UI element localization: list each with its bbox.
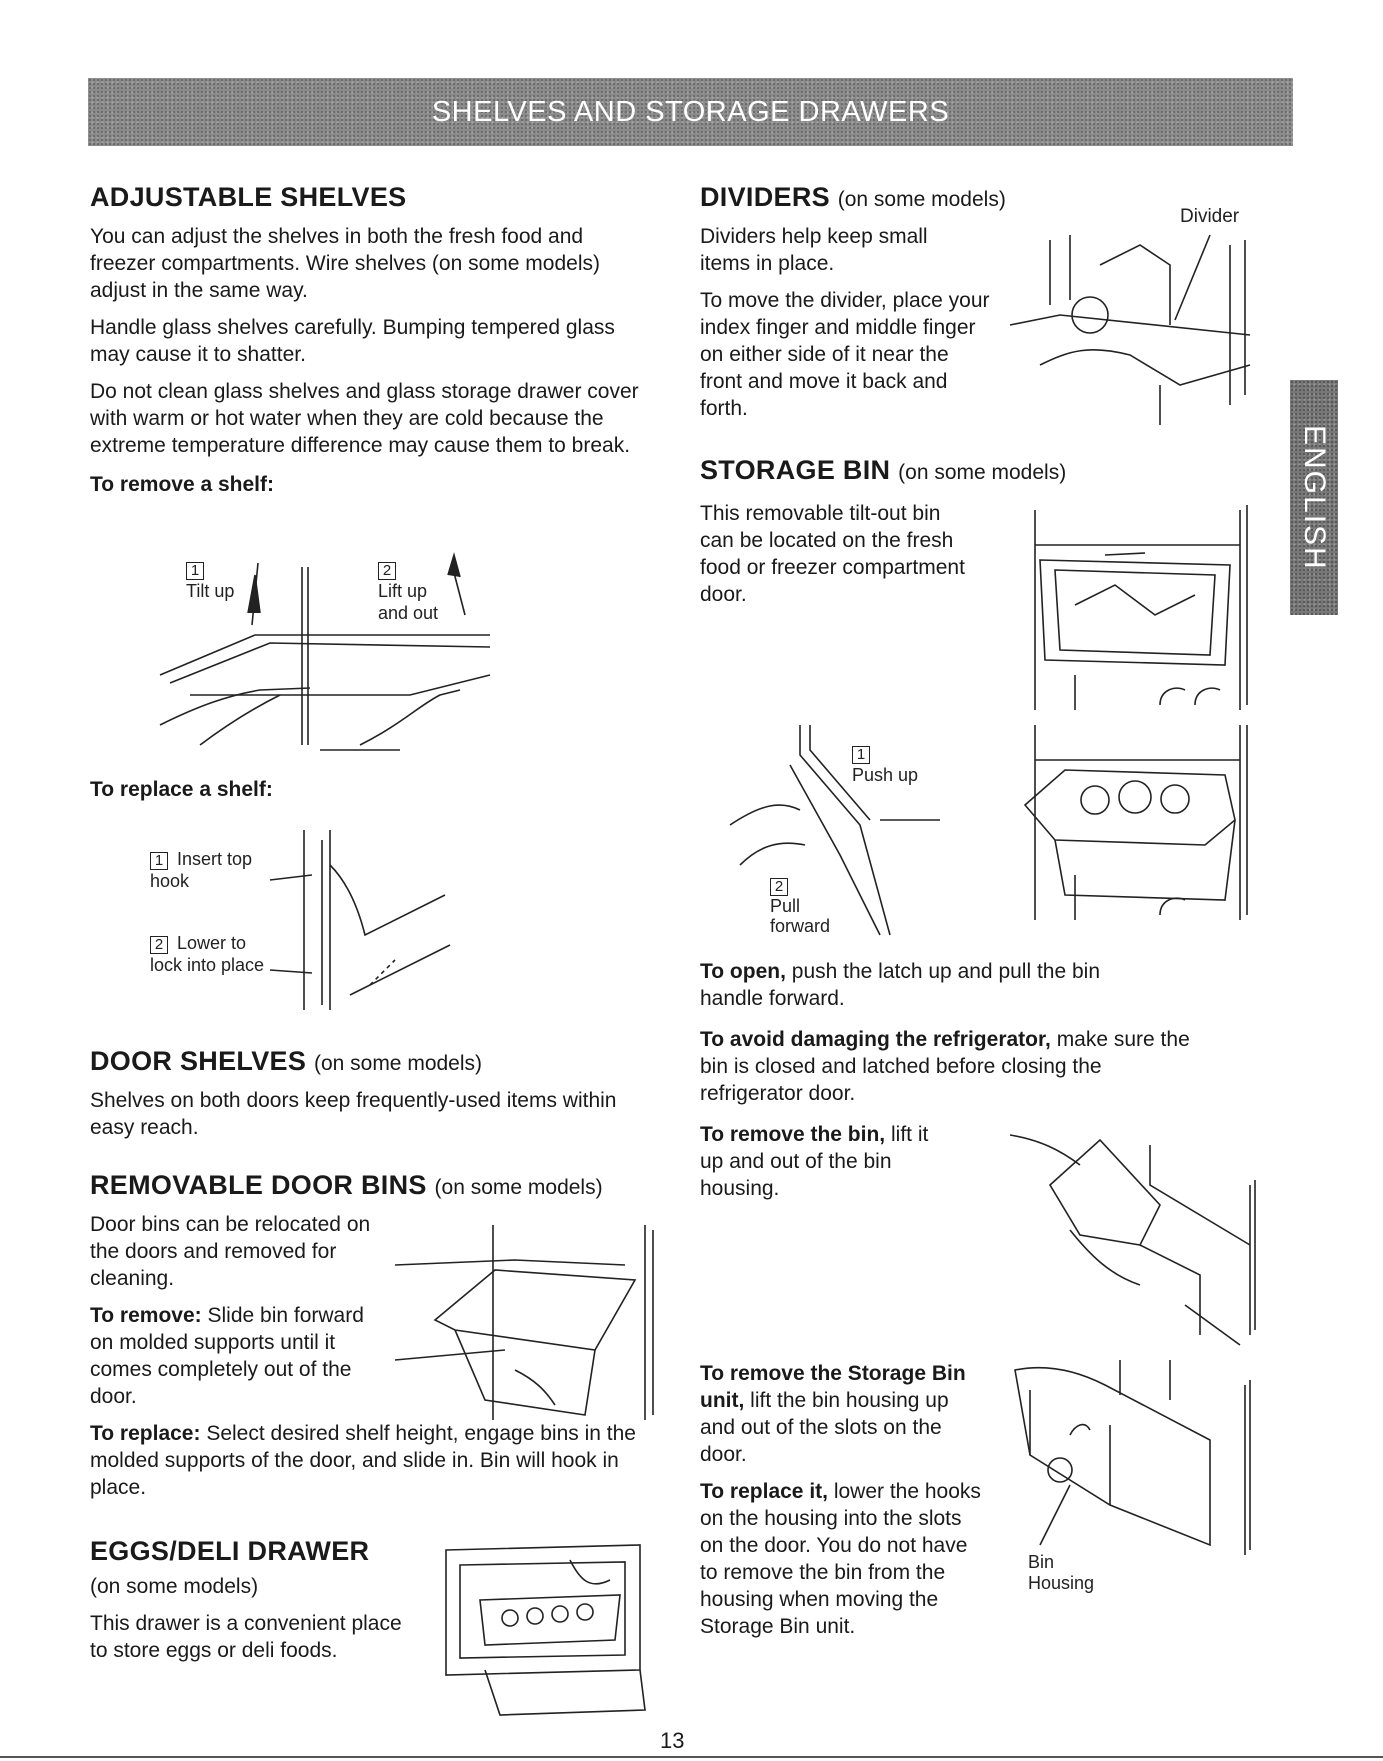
- dividers-illustration: [1010, 225, 1260, 425]
- eggs-deli-section: [90, 1536, 420, 1664]
- removable-door-bins-sub: (on some models): [434, 1176, 603, 1199]
- door-shelves-section: [90, 1046, 650, 1141]
- page-number: 13: [660, 1728, 685, 1753]
- step-number: 1: [186, 562, 204, 580]
- replace-it-label: To replace it,: [700, 1480, 828, 1503]
- eggs-deli-p1: This drawer is a convenient place to store eggs or deli foods.: [90, 1612, 402, 1662]
- open-text: push the latch up and pull the bin handle forward.: [700, 960, 1101, 1010]
- removable-door-bins-p1: Door bins can be relocated on the doors and removed for cleaning.: [90, 1213, 371, 1290]
- replace-shelf-heading: To replace a shelf:: [90, 778, 273, 801]
- dividers-p2: To move the divider, place your index finger and middle finger on either side of it near the front and move it back and forth.: [700, 289, 990, 420]
- storage-bin-open: [700, 958, 1160, 1012]
- dividers-title: DIVIDERS: [700, 182, 830, 212]
- language-tab: [1290, 380, 1338, 615]
- removable-door-bins-remove: [90, 1302, 390, 1410]
- storage-bin-latch-illustration: [730, 725, 950, 945]
- storage-bin-heading: [700, 455, 1260, 486]
- step-number: 2: [378, 562, 396, 580]
- dividers-p1: Dividers help keep small items in place.: [700, 225, 928, 275]
- removable-door-bins-replace: [90, 1420, 650, 1501]
- remove-bin-text: lift it up and out of the bin housing.: [700, 1123, 929, 1200]
- eggs-drawer-illustration: [440, 1540, 660, 1720]
- remove-step-1-label: Tilt up: [186, 581, 235, 601]
- replace-step-1: [150, 848, 270, 892]
- unit-label: To remove the Storage Bin unit,: [700, 1362, 966, 1412]
- storage-bin-sub: (on some models): [898, 461, 1067, 484]
- storage-bin-closed-illustration: [1025, 505, 1255, 715]
- step-number: 2: [150, 936, 168, 954]
- adjustable-shelves-p1: You can adjust the shelves in both the fresh food and freezer compartments. Wire shelves (on some models) adjust in the same way.: [90, 225, 600, 302]
- replace-step-2: [150, 932, 270, 976]
- removable-door-bins-heading: [90, 1170, 690, 1201]
- adjustable-shelves-section: [90, 182, 650, 498]
- door-shelves-p1: Shelves on both doors keep frequently-used items within easy reach.: [90, 1089, 617, 1139]
- replace-shelf-illustration: [270, 825, 450, 1015]
- remove-shelf-illustration: [160, 555, 500, 755]
- adjustable-shelves-heading: ADJUSTABLE SHELVES: [90, 182, 407, 212]
- storage-bin-unit-replace: [700, 1478, 990, 1640]
- removable-door-bins-title: REMOVABLE DOOR BINS: [90, 1170, 427, 1200]
- storage-bin-open-illustration: [1025, 725, 1255, 925]
- replace-it-text: lower the hooks on the housing into the slots on the door. You do not have to remove the bin from the housing when moving the Storage Bin unit.: [700, 1480, 981, 1638]
- replace-label: To replace:: [90, 1422, 201, 1445]
- remove-step-2-label: Lift up and out: [378, 581, 439, 623]
- dividers-section: [700, 182, 1060, 422]
- eggs-deli-heading: EGGS/DELI DRAWER: [90, 1536, 370, 1566]
- remove-bin-illustration: [1010, 1125, 1260, 1345]
- storage-bin-unit-instructions: [700, 1360, 1000, 1640]
- storage-bin-step-1-label: Push up: [852, 765, 919, 785]
- remove-label: To remove:: [90, 1304, 202, 1327]
- language-tab-label: ENGLISH: [1298, 424, 1331, 571]
- storage-bin-step-2-label: Pull forward: [770, 896, 831, 936]
- door-shelves-heading: [90, 1046, 650, 1077]
- storage-bin-title: STORAGE BIN: [700, 455, 891, 485]
- remove-text: Slide bin forward on molded supports until it comes completely out of the door.: [90, 1304, 364, 1408]
- remove-bin-label: To remove the bin,: [700, 1123, 886, 1146]
- step-number: 1: [150, 852, 168, 870]
- door-shelves-title: DOOR SHELVES: [90, 1046, 307, 1076]
- storage-bin-unit-remove: [700, 1360, 980, 1468]
- divider-callout: Divider: [1180, 206, 1240, 227]
- storage-bin-unit-illustration: [1010, 1355, 1260, 1575]
- step-number: 2: [770, 878, 788, 896]
- avoid-text: make sure the bin is closed and latched before closing the refrigerator door.: [700, 1028, 1190, 1105]
- door-shelves-sub: (on some models): [313, 1052, 483, 1075]
- step-number: 1: [852, 746, 870, 764]
- storage-bin-avoid: [700, 1026, 1200, 1107]
- storage-bin-p1: This removable tilt-out bin can be located on the fresh food or freezer compartment door.: [700, 502, 965, 606]
- adjustable-shelves-p3: Do not clean glass shelves and glass storage drawer cover with warm or hot water when they are cold because the extreme temperature difference may cause them to break.: [90, 380, 639, 457]
- door-bin-illustration: [395, 1220, 655, 1420]
- dividers-heading: [700, 182, 1060, 213]
- unit-text: lift the bin housing up and out of the slots on the door.: [700, 1389, 949, 1466]
- storage-bin-remove: [700, 1121, 950, 1202]
- section-banner: [88, 78, 1293, 146]
- avoid-label: To avoid damaging the refrigerator,: [700, 1028, 1051, 1051]
- eggs-deli-sub: (on some models): [90, 1575, 259, 1598]
- remove-shelf-heading: To remove a shelf:: [90, 473, 274, 496]
- banner-title: SHELVES AND STORAGE DRAWERS: [431, 95, 950, 128]
- replace-step-1-label: Insert top hook: [150, 849, 253, 891]
- bottom-rule: [0, 1756, 1383, 1758]
- adjustable-shelves-p2: Handle glass shelves carefully. Bumping tempered glass may cause it to shatter.: [90, 316, 615, 366]
- replace-text: Select desired shelf height, engage bins in the molded supports of the door, and slide in. Bin will hook in place.: [90, 1422, 636, 1499]
- open-label: To open,: [700, 960, 786, 983]
- dividers-sub: (on some models): [837, 188, 1006, 211]
- replace-step-2-label: Lower to lock into place: [150, 933, 265, 975]
- bin-housing-callout: Bin Housing: [1028, 1552, 1095, 1593]
